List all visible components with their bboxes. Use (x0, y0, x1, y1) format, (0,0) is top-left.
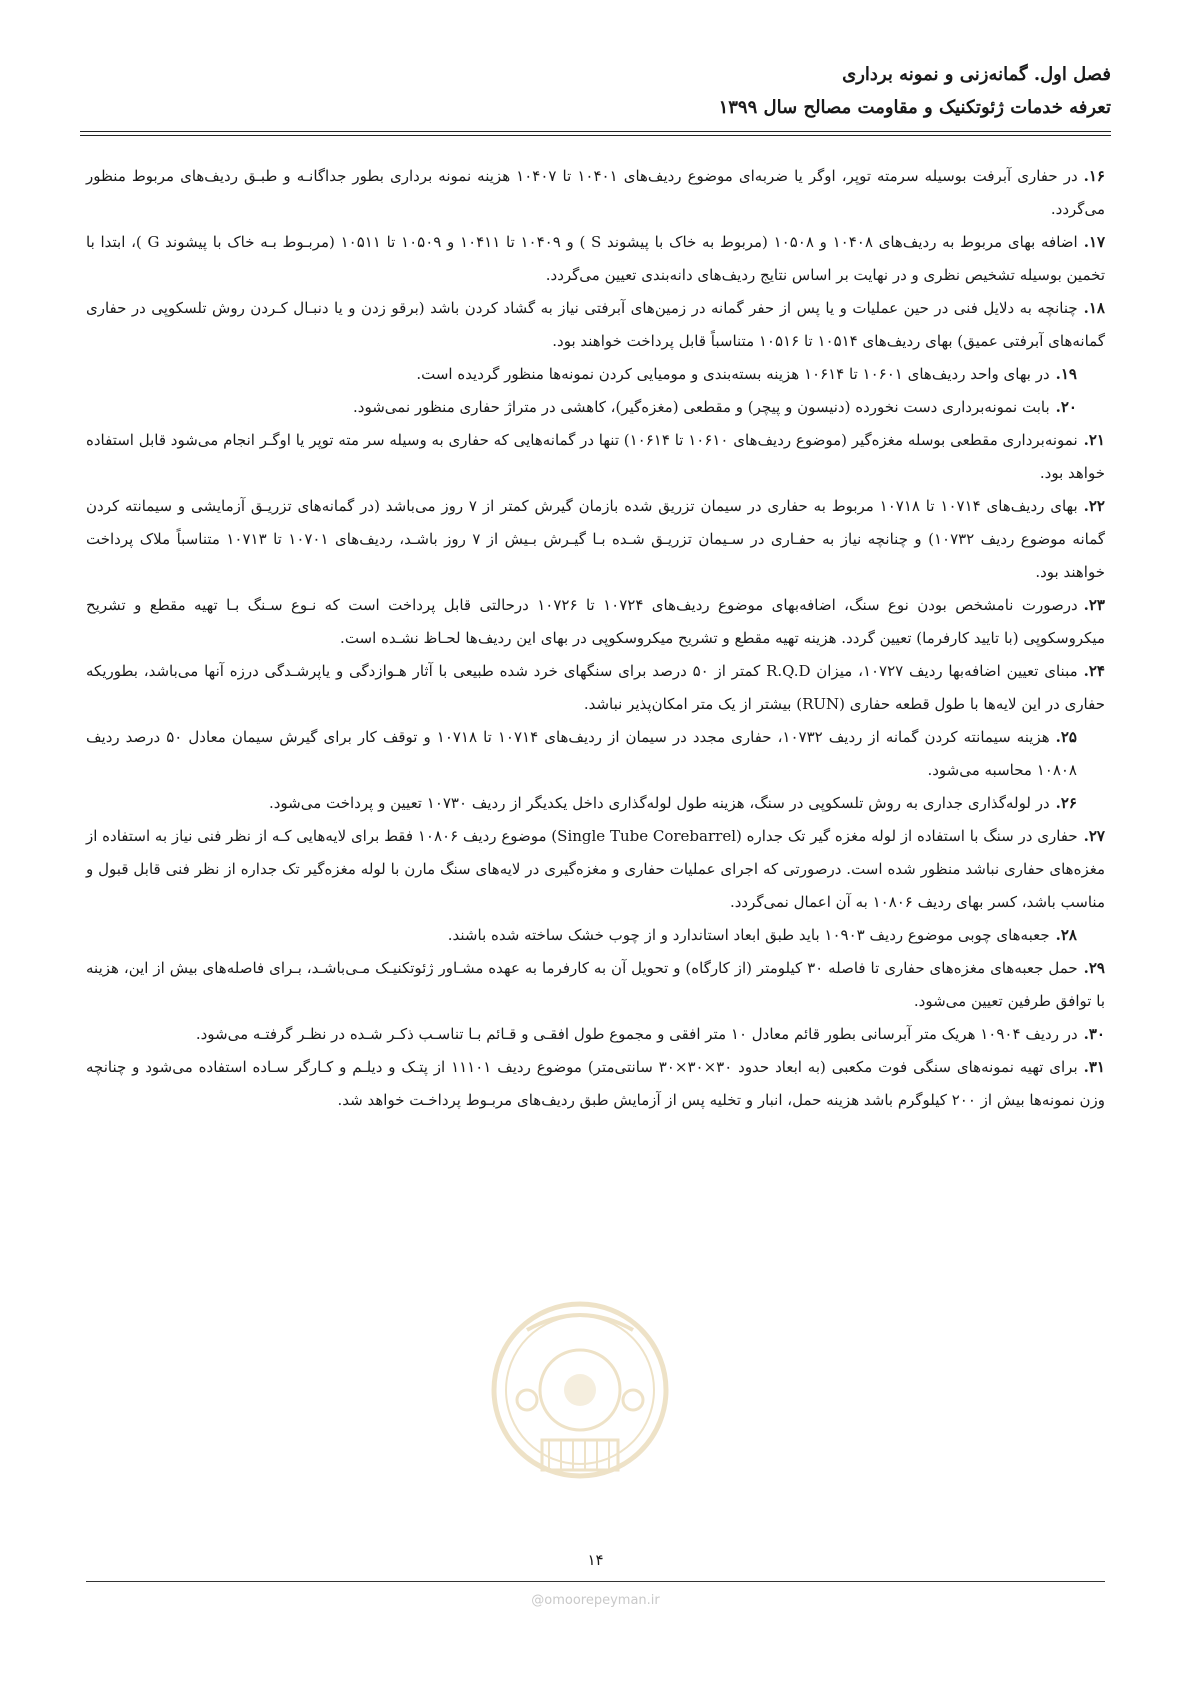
clause-number: ۲۱. (1083, 431, 1105, 449)
clause-number: ۲۳. (1083, 596, 1105, 614)
page-header (80, 58, 1111, 124)
clause-text: مبنای تعیین اضافه‌بها ردیف ۱۰۷۲۷، میزان R.Q.D کمتر از ۵۰ درصد برای سنگهای خرد شده طبیعی با آثار هـوازدگی و یاپرشـدگی درزه آنها می‌باشد، بطوریکه حفاری در این لایه‌ها با طول قطعه حفاری (RUN) بیشتر از یک متر امکان‌پذیر نباشد. (86, 662, 1105, 713)
website-watermark: @omoorepeyman.ir (531, 1593, 660, 1608)
clause-paragraph (86, 391, 1105, 424)
clause-paragraph (86, 358, 1105, 391)
seal-logo (487, 1290, 673, 1490)
clause-paragraph (86, 919, 1105, 952)
clause-number: ۳۱. (1083, 1058, 1105, 1076)
clause-paragraph (86, 292, 1105, 358)
clause-number: ۲۸. (1055, 926, 1077, 944)
clause-number: ۲۰. (1055, 398, 1077, 416)
clause-text: جعبه‌های چوبی موضوع ردیف ۱۰۹۰۳ باید طبق ابعاد استاندارد و از چوب خشک ساخته شده باشند. (447, 926, 1050, 944)
clause-number: ۱۸. (1083, 299, 1105, 317)
clause-text: در لوله‌گذاری جداری به روش تلسکوپی در سنگ، هزینه طول لوله‌گذاری داخل یکدیگر از ردیف ۱۰۷۳۰ تعیین و پرداخت می‌شود. (268, 794, 1050, 812)
clause-text: حمل جعبه‌های مغزه‌های حفاری تا فاصله ۳۰ کیلومتر (از کارگاه) و تحویل آن به کارفرما به عهده مشـاور ژئوتکنیـک مـی‌باشـد، بـرای فاصله‌های بیش از این، هزینه با توافق طرفین تعیین می‌شود. (86, 959, 1105, 1010)
clause-paragraph (86, 787, 1105, 820)
clause-text: برای تهیه نمونه‌های سنگی فوت مکعبی (به ابعاد حدود ۳۰×۳۰×۳۰ سانتی‌متر) موضوع ردیف ۱۱۱۰۱ از پتـک و دیلـم و کـارگر سـاده استفاده می‌شود و چنانچه وزن نمونه‌ها بیش از ۲۰۰ کیلوگرم باشد هزینه حمل، انبار و تخلیه پس از آزمایش طبق ردیف‌های مربـوط پرداخـت خواهد شد. (86, 1058, 1105, 1109)
clause-text: بابت نمونه‌برداری دست نخورده (دنیسون و پیچر) و مقطعی (مغزه‌گیر)، کاهشی در متراژ حفاری منظور نمی‌شود. (353, 398, 1050, 416)
clause-number: ۳۰. (1083, 1025, 1105, 1043)
book-title: تعرفه خدمات ژئوتکنیک و مقاومت مصالح سال ۱۳۹۹ (718, 97, 1111, 118)
clause-number: ۲۷. (1083, 827, 1105, 845)
clause-paragraph (86, 160, 1105, 226)
clause-paragraph (86, 424, 1105, 490)
clause-text: حفاری در سنگ با استفاده از لوله مغزه گیر تک جداره (Single Tube Corebarrel) موضوع ردیف ۱۰۸۰۶ فقط برای لایه‌هایی کـه از نظر فنی نیاز به استفاده از مغزه‌های حفاری نباشد منظور شده است. درصورتی که اجرای عملیات حفاری و مغزه‌گیری در لایه‌های سنگ مارن با لوله مغزه‌گیر تک جداره از نظر فنی قابل قبول و مناسب باشد، کسر بهای ردیف ۱۰۸۰۶ به آن اعمال نمی‌گردد. (86, 827, 1105, 911)
clause-number: ۱۹. (1055, 365, 1077, 383)
clause-text: در ردیف ۱۰۹۰۴ هریک متر آبرسانی بطور قائم معادل ۱۰ متر افقی و مجموع طول افقـی و قـائم بـا تناسـب ذکـر شـده در نظـر گرفتـه می‌شود. (195, 1025, 1078, 1043)
clause-number: ۲۴. (1083, 662, 1105, 680)
clause-paragraph (86, 721, 1105, 787)
clause-number: ۱۷. (1083, 233, 1106, 251)
clause-text: درصورت نامشخص بودن نوع سنگ، اضافه‌بهای موضوع ردیف‌های ۱۰۷۲۴ تا ۱۰۷۲۶ درحالتی قابل پرداخت است که نـوع سـنگ بـا تهیه مقطع و تشریح میکروسکوپی (با تایید کارفرما) تعیین گردد. هزینه تهیه مقطع و تشریح میکروسکوپی در بهای این ردیف‌ها لحـاظ نشـده است. (86, 596, 1105, 647)
header-rule (80, 131, 1111, 132)
clause-number: ۲۹. (1083, 959, 1105, 977)
clause-text: اضافه بهای مربوط به ردیف‌های ۱۰۴۰۸ و ۱۰۵۰۸ (مربوط به خاک با پیشوند S ) و ۱۰۴۰۹ تا ۱۰۴۱۱ و ۱۰۵۰۹ تا ۱۰۵۱۱ (مربـوط بـه خاک با پیشوند G )، ابتدا با تخمین بوسیله تشخیص نظری و در نهایت بر اساس نتایج ردیف‌های دانه‌بندی تعیین می‌گردد. (86, 233, 1105, 284)
clause-text: نمونه‌برداری مقطعی بوسله مغزه‌گیر (موضوع ردیف‌های ۱۰۶۱۰ تا ۱۰۶۱۴) تنها در گمانه‌هایی که حفاری به وسیله سر مته توپر یا اوگـر انجام می‌شود قابل استفاده خواهد بود. (86, 431, 1105, 482)
clause-text: در بهای واحد ردیف‌های ۱۰۶۰۱ تا ۱۰۶۱۴ هزینه بسته‌بندی و مومیایی کردن نمونه‌ها منظور گردیده است. (416, 365, 1050, 383)
clause-number: ۲۲. (1083, 497, 1105, 515)
page-number: ۱۴ (587, 1551, 604, 1569)
clause-number: ۲۶. (1055, 794, 1077, 812)
clause-text: بهای ردیف‌های ۱۰۷۱۴ تا ۱۰۷۱۸ مربوط به حفاری در سیمان تزریق شده بازمان گیرش کمتر از ۷ روز می‌باشد (در گمانه‌های تزریـق آزمایشی و سیمانته کردن گمانه موضوع ردیف ۱۰۷۳۲) و چنانچه نیاز به حفـاری در سـیمان تزریـق شـده بـا گیـرش بـیش از ۷ روز باشـد، ردیف‌های ۱۰۷۰۱ تا ۱۰۷۱۳ متناسباً ملاک پرداخت خواهند بود. (86, 497, 1106, 581)
clause-paragraph (86, 589, 1105, 655)
clause-paragraph (86, 820, 1105, 919)
clause-text: هزینه سیمانته کردن گمانه از ردیف ۱۰۷۳۲، حفاری مجدد در سیمان از ردیف‌های ۱۰۷۱۴ تا ۱۰۷۱۸ و توقف کار برای گیرش سیمان معادل ۵۰ درصد ردیف ۱۰۸۰۸ محاسبه می‌شود. (86, 728, 1077, 779)
clause-paragraph (86, 1018, 1105, 1051)
clause-paragraph (86, 490, 1105, 589)
clause-text: در حفاری آبرفت بوسیله سرمته توپر، اوگر یا ضربه‌ای موضوع ردیف‌های ۱۰۴۰۱ تا ۱۰۴۰۷ هزینه نمونه برداری بطور جداگانـه و طبـق ردیف‌های مربوط منظور می‌گردد. (86, 167, 1105, 218)
content-body (86, 160, 1105, 1117)
clause-paragraph (86, 226, 1105, 292)
clause-number: ۲۵. (1055, 728, 1077, 746)
clause-number: ۱۶. (1083, 167, 1105, 185)
clause-paragraph (86, 655, 1105, 721)
clause-paragraph (86, 952, 1105, 1018)
clause-text: چنانچه به دلایل فنی در حین عملیات و یا پس از حفر گمانه در زمین‌های آبرفتی نیاز به گشاد کردن باشد (برقو زدن و یا دنبـال کـردن روش تلسکوپی در حفاری گمانه‌های آبرفتی عمیق) بهای ردیف‌های ۱۰۵۱۴ تا ۱۰۵۱۶ متناسباً قابل پرداخت خواهند بود. (86, 299, 1105, 350)
clause-paragraph (86, 1051, 1105, 1117)
header-rule-thin (80, 135, 1111, 136)
chapter-title: فصل اول. گمانه‌زنی و نمونه برداری (842, 64, 1111, 85)
footer-rule (86, 1581, 1105, 1582)
